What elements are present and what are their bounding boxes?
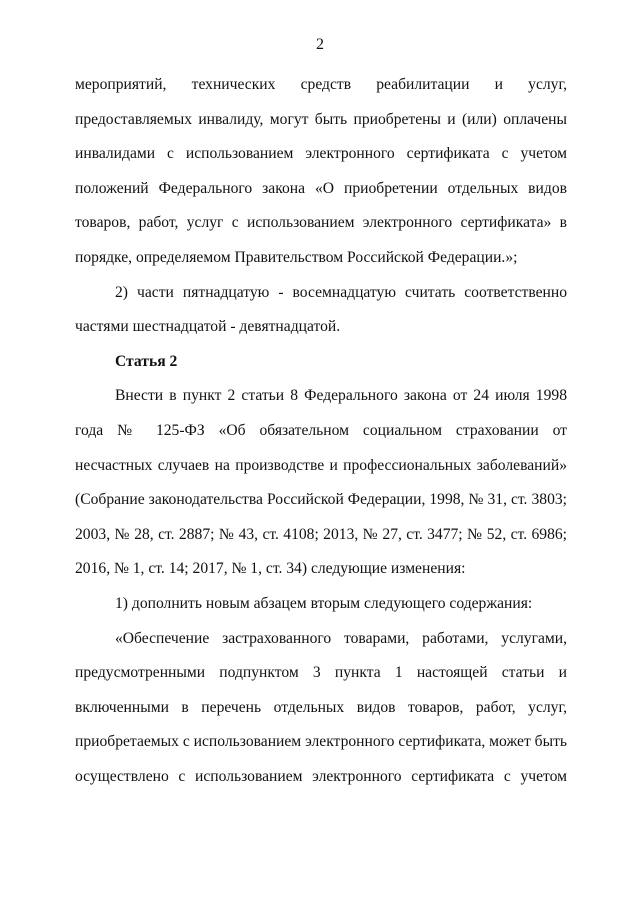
paragraph-item-1: 1) дополнить новым абзацем вторым следующего содержания: <box>115 594 533 612</box>
paragraph-continuation: мероприятий, технических средств реабилитации и услуг, предоставляемых инвалиду, могут быть приобретены и (или) оплачены инвалидами с использованием электронного сертификата с учетом положений Федерального закона «О приобретении отдельных видов товаров, работ, услуг с использованием электронного сертификата» в порядке, определяемом Правительством Российской Федерации.»; <box>75 76 567 266</box>
article-heading: Статья 2 <box>115 352 178 370</box>
paragraph-quote: «Обеспечение застрахованного товарами, работами, услугами, предусмотренными подпунктом 3 пункта 1 настоящей статьи и включенными в перечень отдельных видов товаров, работ, услуг, приобретаемых с использованием электронного сертификата, может быть осуществлено с использованием электронного сертификата с учетом <box>75 629 567 785</box>
paragraph-article-2-intro: Внести в пункт 2 статьи 8 Федерального закона от 24 июля 1998 года № 125-ФЗ «Об обязательном социальном страховании от несчастных случаев на производстве и профессиональных заболеваний» (Собрание законодательства Российской Федерации, 1998, № 31, ст. 3803; 2003, № 28, ст. 2887; № 43, ст. 4108; 2013, № 27, ст. 3477; № 52, ст. 6986; 2016, № 1, ст. 14; 2017, № 1, ст. 34) следующие изменения: <box>75 387 567 578</box>
page-number: 2 <box>316 36 324 53</box>
paragraph-item-2: 2) части пятнадцатую - восемнадцатую считать соответственно частями шестнадцатой - девятнадцатой. <box>75 283 567 336</box>
document-body <box>75 68 567 794</box>
